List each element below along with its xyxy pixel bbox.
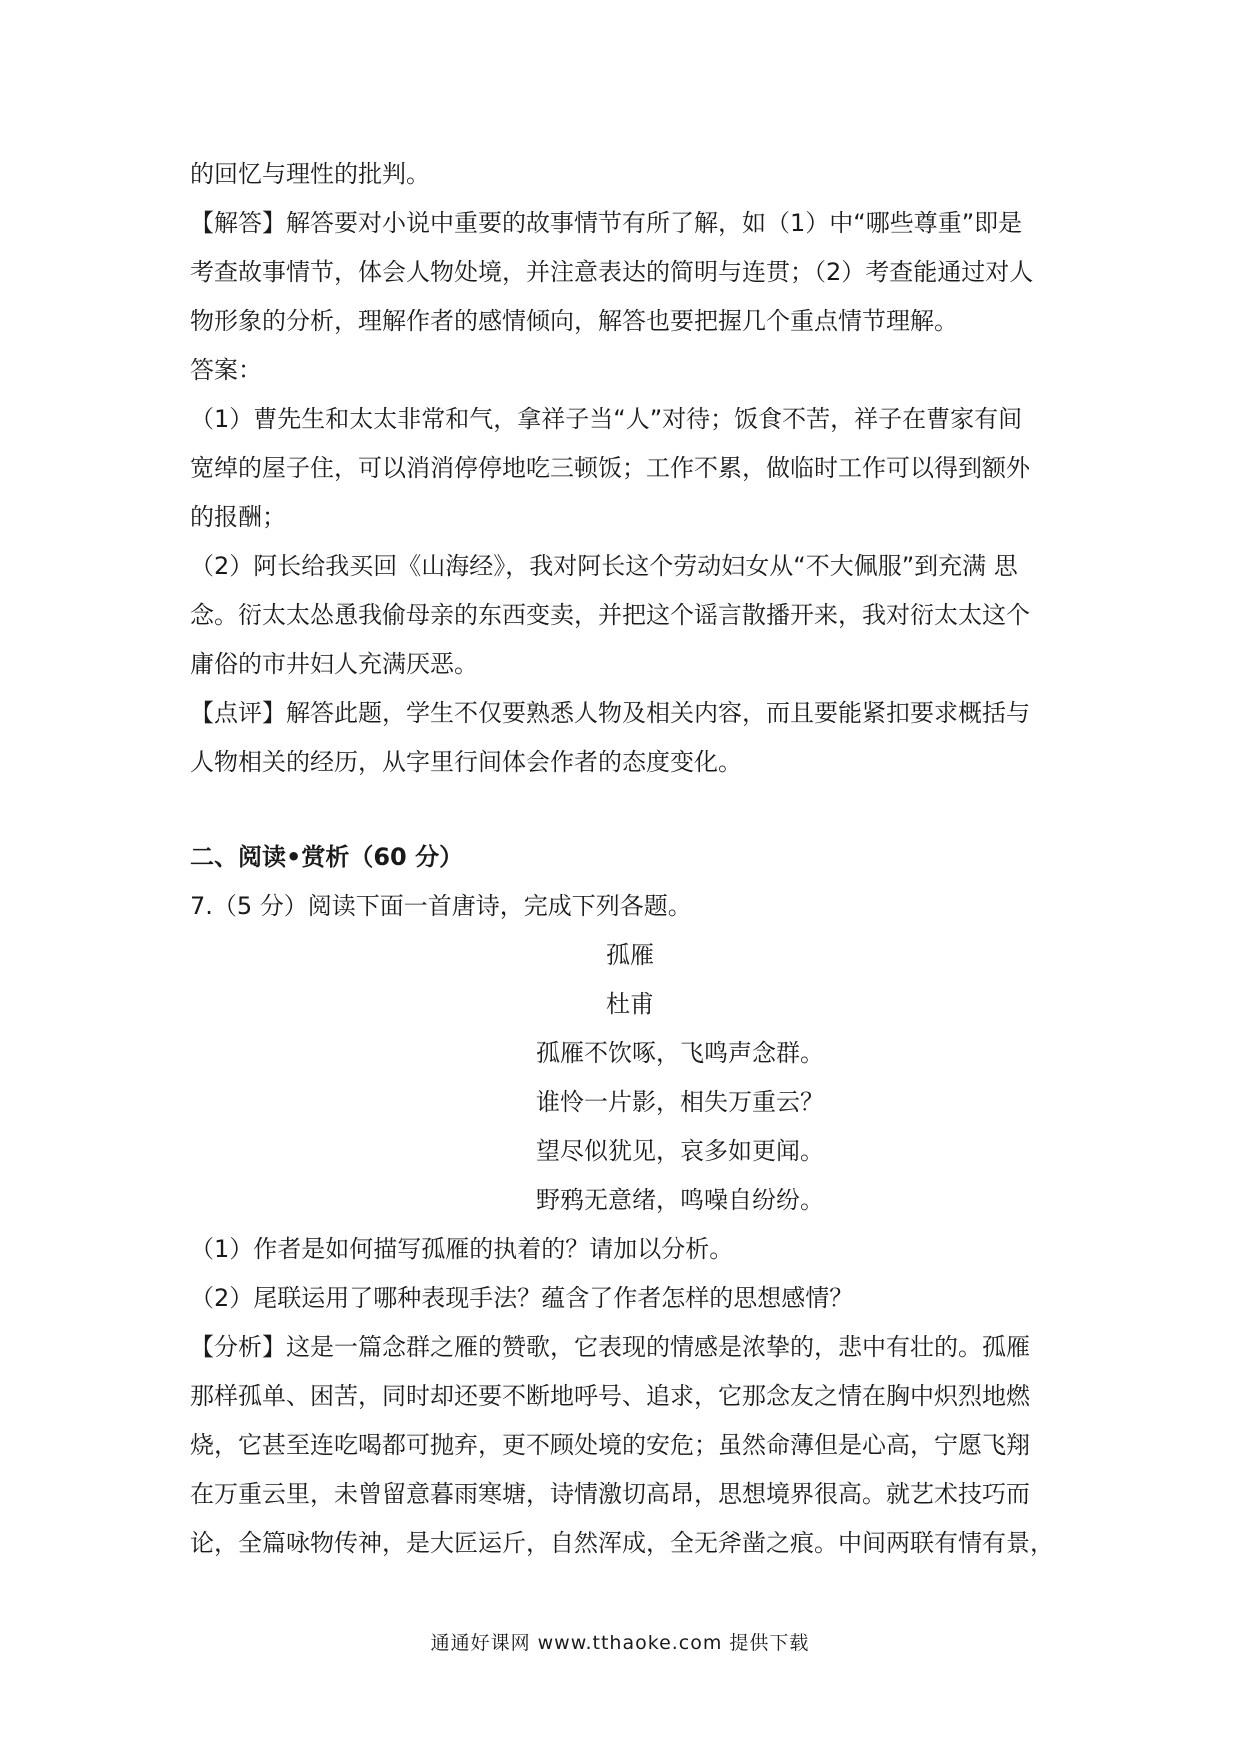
answer-line: （1）曹先生和太太非常和气，拿祥子当“人”对待；饭食不苦，祥子在曹家有间 bbox=[190, 405, 1023, 433]
fenxi-line: 烧，它甚至连吃喝都可抛弃，更不顾处境的安危；虽然命薄但是心高，宁愿飞翔 bbox=[190, 1431, 1030, 1459]
poem-line: 孤雁不饮啄，飞鸣声念群。 bbox=[536, 1039, 824, 1067]
poem-line: 野鸦无意绪，鸣噪自纷纷。 bbox=[536, 1186, 824, 1214]
subquestion: （2）尾联运用了哪种表现手法？蕴含了作者怎样的思想感情？ bbox=[190, 1284, 854, 1312]
answer-line: （2）阿长给我买回《山海经》，我对阿长这个劳动妇女从“不大佩服”到充满 思 bbox=[190, 552, 1018, 580]
jieda-line: 【解答】解答要对小说中重要的故事情节有所了解，如（1）中“哪些尊重”即是 bbox=[190, 209, 1023, 237]
fenxi-line: 【分析】这是一篇念群之雁的赞歌，它表现的情感是浓挚的，悲中有壮的。孤雁 bbox=[190, 1333, 1030, 1361]
answer-line: 庸俗的市井妇人充满厌恶。 bbox=[190, 650, 478, 678]
poem-line: 谁怜一片影，相失万重云？ bbox=[536, 1088, 824, 1116]
spacer bbox=[190, 787, 1060, 833]
jieda-line: 物形象的分析，理解作者的感情倾向，解答也要把握几个重点情节理解。 bbox=[190, 307, 958, 335]
fenxi-line: 那样孤单、困苦，同时却还要不断地呼号、追求，它那念友之情在胸中炽烈地燃 bbox=[190, 1382, 1030, 1410]
poem-title: 孤雁 bbox=[606, 941, 654, 969]
poem-line: 望尽似犹见，哀多如更闻。 bbox=[536, 1137, 824, 1165]
page-footer: 通通好课网 www.tthaoke.com 提供下载 bbox=[430, 1632, 810, 1654]
text-line: 的回忆与理性的批判。 bbox=[190, 160, 430, 188]
dianping-line: 【点评】解答此题，学生不仅要熟悉人物及相关内容，而且要能紧扣要求概括与 bbox=[190, 699, 1030, 727]
fenxi-line: 论，全篇咏物传神，是大匠运斤，自然浑成，全无斧凿之痕。中间两联有情有景， bbox=[190, 1529, 1054, 1557]
poem-author: 杜甫 bbox=[606, 990, 654, 1018]
dianping-line: 人物相关的经历，从字里行间体会作者的态度变化。 bbox=[190, 748, 742, 776]
answer-line: 的报酬； bbox=[190, 503, 286, 531]
answer-label: 答案： bbox=[190, 356, 262, 384]
fenxi-line: 在万重云里，未曾留意暮雨寒塘，诗情激切高昂，思想境界很高。就艺术技巧而 bbox=[190, 1480, 1030, 1508]
question-text: 7.（5 分）阅读下面一首唐诗，完成下列各题。 bbox=[190, 892, 692, 920]
answer-line: 念。衍太太怂恿我偷母亲的东西变卖，并把这个谣言散播开来，我对衍太太这个 bbox=[190, 601, 1030, 629]
section-heading: 二、阅读•赏析（60 分） bbox=[190, 843, 464, 871]
page-content bbox=[190, 150, 1060, 1568]
jieda-line: 考查故事情节，体会人物处境，并注意表达的简明与连贯；（2）考查能通过对人 bbox=[190, 258, 1034, 286]
subquestion: （1）作者是如何描写孤雁的执着的？请加以分析。 bbox=[190, 1235, 734, 1263]
answer-line: 宽绰的屋子住，可以消消停停地吃三顿饭；工作不累，做临时工作可以得到额外 bbox=[190, 454, 1030, 482]
